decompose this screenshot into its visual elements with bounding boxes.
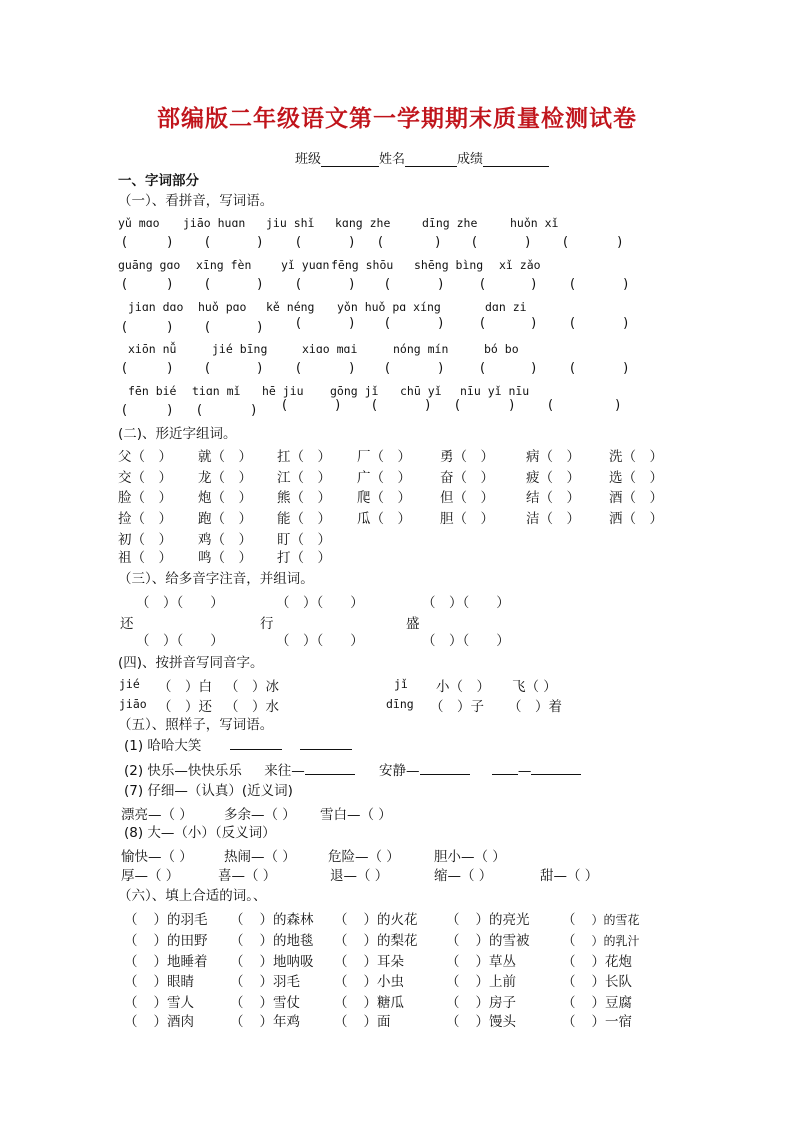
char-group-item[interactable]: 胆（ ） xyxy=(440,511,494,527)
antonym-blank[interactable]: 甜—（ ） xyxy=(540,868,599,884)
char-label: 扛 xyxy=(277,449,291,465)
char-label: 洒 xyxy=(609,511,623,527)
fill-word-blank[interactable]: （ ）的雪被 xyxy=(446,933,530,949)
antonym-blank[interactable]: 胆小—（ ） xyxy=(434,849,506,865)
s5-l2a: (2) 快乐—快快乐乐 xyxy=(124,763,242,779)
fill-word-blank[interactable]: （ ）花炮 xyxy=(562,954,632,970)
answer-box[interactable]: ( ) xyxy=(385,316,444,331)
pinyin-prompt: huǒ pɑo xyxy=(198,300,247,314)
char-label: 炮 xyxy=(198,490,212,506)
answer-box[interactable]: ( ) xyxy=(296,277,355,292)
answer-box[interactable]: ( ) xyxy=(480,316,537,331)
fill-word-blank[interactable]: （ ）面 xyxy=(334,1014,391,1030)
pinyin-prompt: tiɑn mǐ xyxy=(192,384,241,398)
answer-box[interactable]: ( ) xyxy=(205,235,263,250)
char-group-item[interactable]: 但（ ） xyxy=(440,490,494,506)
word-label: ）房子 xyxy=(475,995,516,1011)
answer-box[interactable]: ( ) xyxy=(570,361,629,376)
s5-line2 xyxy=(124,762,581,780)
fill-word-blank[interactable]: （ ）的亮光 xyxy=(446,912,530,928)
char-label: 江 xyxy=(277,470,291,486)
s5-line1 xyxy=(124,737,352,755)
s4-heading: (四)、按拼音写同音字。 xyxy=(118,655,264,671)
antonym-blank[interactable]: 缩—（ ） xyxy=(434,868,493,884)
char-label: 着 xyxy=(548,699,562,715)
fill-word-blank[interactable]: （ ）羽毛 xyxy=(230,974,300,990)
char-label: 父 xyxy=(118,449,132,465)
fill-word-blank[interactable]: （ ）糖瓜 xyxy=(334,995,404,1011)
student-info xyxy=(295,148,549,167)
class-blank[interactable] xyxy=(321,153,379,167)
answer-box[interactable]: ( ) xyxy=(282,398,341,413)
char-label: 鸡 xyxy=(198,532,212,548)
char-label: 酒 xyxy=(609,490,623,506)
answer-blank[interactable] xyxy=(300,737,352,750)
pinyin-prompt: fēn bié xyxy=(128,384,177,398)
s5-heading: （五）、照样子，写词语。 xyxy=(118,717,274,733)
answer-box[interactable]: ( ) xyxy=(480,277,537,292)
answer-box[interactable]: ( ) xyxy=(548,398,621,413)
answer-blank[interactable] xyxy=(492,762,518,775)
word-label: ）上前 xyxy=(475,974,516,990)
answer-box[interactable]: ( ) xyxy=(296,361,355,376)
score-label: 成绩 xyxy=(457,152,484,167)
answer-blank[interactable] xyxy=(305,762,355,775)
char-group-item[interactable]: 炮（ ） xyxy=(198,490,252,506)
char-group-item[interactable]: 跑（ ） xyxy=(198,511,252,527)
antonym-blank[interactable]: 愉快—（ ） xyxy=(121,849,193,865)
char-group-item[interactable]: 选（ ） xyxy=(609,470,663,486)
char-group-item[interactable]: 熊（ ） xyxy=(277,490,331,506)
char-label: 还 xyxy=(198,699,212,715)
char-group-item[interactable]: 祖（ ） xyxy=(118,550,172,566)
char-group-item[interactable]: 盯（ ） xyxy=(277,532,331,548)
word-label: ）地呐吸 xyxy=(259,954,314,970)
s3-heading: （三）、给多音字注音，并组词。 xyxy=(118,571,314,587)
word-label: ）草丛 xyxy=(475,954,516,970)
pinyin-prompt: huǒn xǐ xyxy=(510,216,559,230)
fill-word-blank[interactable]: （ ）上前 xyxy=(446,974,516,990)
pinyin-prompt: jié bīng xyxy=(212,342,268,356)
antonym-blank[interactable]: 喜—（ ） xyxy=(218,868,277,884)
answer-box[interactable]: ( ) xyxy=(122,277,173,292)
fill-word-blank[interactable]: （ ）小虫 xyxy=(334,974,404,990)
pinyin-blanks[interactable]: （ ）（ ） xyxy=(136,595,224,611)
fill-word-blank[interactable]: （ ）雪人 xyxy=(124,995,194,1011)
char-group-item[interactable]: 瓜（ ） xyxy=(357,511,411,527)
char-label: 勇 xyxy=(440,449,454,465)
homophone-blank[interactable]: （ ）着 xyxy=(508,699,562,715)
answer-box[interactable]: ( ) xyxy=(570,277,629,292)
char-group-item[interactable]: 洁（ ） xyxy=(526,511,580,527)
answer-box[interactable]: ( ) xyxy=(122,235,173,250)
word-label: ）的梨花 xyxy=(363,933,418,949)
pinyin-prompt: jǐ xyxy=(394,677,408,691)
char-group-item[interactable]: 打（ ） xyxy=(277,550,331,566)
antonym-blank[interactable]: 热闹—（ ） xyxy=(224,849,296,865)
fill-word-blank[interactable]: （ ）草丛 xyxy=(446,954,516,970)
fill-word-blank[interactable]: （ ）酒肉 xyxy=(124,1014,194,1030)
answer-box[interactable]: ( ) xyxy=(385,277,444,292)
char-group-item[interactable]: 交（ ） xyxy=(118,470,172,486)
pinyin-blanks[interactable]: （ ）（ ） xyxy=(136,633,224,649)
char-label: 选 xyxy=(609,470,623,486)
char-group-item[interactable]: 结（ ） xyxy=(526,490,580,506)
answer-box[interactable]: ( ) xyxy=(205,277,263,292)
pinyin-prompt: dɑn zi xyxy=(485,300,527,314)
word-label: ）的地毯 xyxy=(259,933,314,949)
char-label: 捡 xyxy=(118,511,132,527)
char-group-item[interactable]: 爬（ ） xyxy=(357,490,411,506)
char-group-item[interactable]: 江（ ） xyxy=(277,470,331,486)
fill-word-blank[interactable]: （ ）年鸡 xyxy=(230,1014,300,1030)
char-label: 洗 xyxy=(609,449,623,465)
char-label: 子 xyxy=(470,699,484,715)
pinyin-prompt: fēng shōu xyxy=(331,258,394,272)
char-label: 能 xyxy=(277,511,291,527)
word-label: ）豆腐 xyxy=(591,995,632,1011)
answer-box[interactable]: ( ) xyxy=(570,316,629,331)
answer-blank[interactable] xyxy=(531,762,581,775)
char-label: 水 xyxy=(265,699,279,715)
char-label: 厂 xyxy=(357,449,371,465)
pinyin-blanks[interactable]: （ ）（ ） xyxy=(422,595,510,611)
answer-blank[interactable] xyxy=(420,762,470,775)
char-group-item[interactable]: 龙（ ） xyxy=(198,470,252,486)
char-group-item[interactable]: 脸（ ） xyxy=(118,490,172,506)
fill-word-blank[interactable]: （ ）的火花 xyxy=(334,912,418,928)
fill-word-blank[interactable]: （ ）的地毯 xyxy=(230,933,314,949)
word-label: ）酒肉 xyxy=(153,1014,194,1030)
char-group-item[interactable]: 捡（ ） xyxy=(118,511,172,527)
s2-heading: (二)、形近字组词。 xyxy=(118,426,237,442)
pinyin-prompt: nīu yǐ nīu xyxy=(460,384,530,398)
s5-l7: (7) 仔细—（认真）(近义词) xyxy=(124,783,293,799)
fill-word-blank[interactable]: （ ）耳朵 xyxy=(334,954,404,970)
dash: — xyxy=(517,763,532,779)
word-label: ）年鸡 xyxy=(259,1014,300,1030)
pinyin-prompt: gōng jǐ xyxy=(330,384,379,398)
fill-word-blank[interactable]: （ ）馒头 xyxy=(446,1014,516,1030)
char-label: 病 xyxy=(526,449,540,465)
s5-l1-text: (1) 哈哈大笑 xyxy=(124,738,202,754)
word-label: ）面 xyxy=(363,1014,391,1030)
char-group-item[interactable]: 能（ ） xyxy=(277,511,331,527)
answer-box[interactable]: ( ) xyxy=(372,398,431,413)
char-label: 交 xyxy=(118,470,132,486)
answer-box[interactable]: ( ) xyxy=(480,361,537,376)
pinyin-prompt: jiāo xyxy=(119,697,147,711)
word-label: ）的亮光 xyxy=(475,912,530,928)
char-group-item[interactable]: 就（ ） xyxy=(198,449,252,465)
homophone-blank[interactable]: 飞（ ） xyxy=(512,679,557,695)
s5-l2c: 安静— xyxy=(379,763,420,779)
answer-box[interactable]: ( ) xyxy=(472,235,531,250)
char-group-item[interactable]: 初（ ） xyxy=(118,532,172,548)
pinyin-prompt: kɑng zhe xyxy=(335,216,391,230)
pinyin-prompt: dīng zhe xyxy=(422,216,478,230)
fill-word-blank[interactable]: （ ）地睡着 xyxy=(124,954,208,970)
word-label: ）雪人 xyxy=(153,995,194,1011)
char-label: 祖 xyxy=(118,550,132,566)
pinyin-prompt: chū yǐ xyxy=(400,384,442,398)
answer-blank[interactable] xyxy=(230,737,282,750)
pinyin-prompt: hē jiu xyxy=(262,384,304,398)
word-label: ）羽毛 xyxy=(259,974,300,990)
polyphone-char: 盛 xyxy=(406,616,420,632)
pinyin-prompt: xīng fèn xyxy=(196,258,252,272)
answer-box[interactable]: ( ) xyxy=(122,403,173,418)
word-label: ）的森林 xyxy=(259,912,314,928)
char-group-item[interactable]: 鸣（ ） xyxy=(198,550,252,566)
char-label: 结 xyxy=(526,490,540,506)
char-label: 熊 xyxy=(277,490,291,506)
char-label: 但 xyxy=(440,490,454,506)
word-label: ）花炮 xyxy=(591,954,632,970)
char-label: 瓜 xyxy=(357,511,371,527)
word-label: ）的雪被 xyxy=(475,933,530,949)
pinyin-prompt: xiɑo mɑi xyxy=(302,342,358,356)
char-group-item[interactable]: 病（ ） xyxy=(526,449,580,465)
fill-word-blank[interactable]: （ ）的乳汁 xyxy=(562,933,640,949)
homophone-blank[interactable]: （ ）子 xyxy=(430,699,484,715)
char-group-item[interactable]: 酒（ ） xyxy=(609,490,663,506)
pinyin-blanks[interactable]: （ ）（ ） xyxy=(276,633,364,649)
class-label: 班级 xyxy=(295,152,322,167)
word-label: ）眼睛 xyxy=(153,974,194,990)
pinyin-prompt: jiu shǐ xyxy=(266,216,315,230)
pinyin-prompt: guāng gɑo xyxy=(118,258,181,272)
char-label: 龙 xyxy=(198,470,212,486)
fill-word-blank[interactable]: （ ）地呐吸 xyxy=(230,954,314,970)
char-group-item[interactable]: 扛（ ） xyxy=(277,449,331,465)
pinyin-prompt: yǐ yuɑn xyxy=(281,258,330,272)
s5-l2b: 来往— xyxy=(264,763,305,779)
char-group-item[interactable]: 奋（ ） xyxy=(440,470,494,486)
fill-word-blank[interactable]: （ ）雪仗 xyxy=(230,995,300,1011)
answer-box[interactable]: ( ) xyxy=(122,361,173,376)
name-label: 姓名 xyxy=(379,152,406,167)
word-label: ）的田野 xyxy=(153,933,208,949)
char-label: 奋 xyxy=(440,470,454,486)
antonym-blank[interactable]: 退—（ ） xyxy=(330,868,389,884)
char-group-item[interactable]: 洒（ ） xyxy=(609,511,663,527)
s6-heading: （六）、填上合适的词。、 xyxy=(118,888,267,904)
pinyin-prompt: kě néng xyxy=(266,300,315,314)
page-title: 部编版二年级语文第一学期期末质量检测试卷 xyxy=(157,105,637,132)
pinyin-blanks[interactable]: （ ）（ ） xyxy=(276,595,364,611)
fill-word-blank[interactable]: （ ）的梨花 xyxy=(334,933,418,949)
fill-word-blank[interactable]: （ ）的雪花 xyxy=(562,912,640,928)
homophone-blank[interactable]: （ ）冰 xyxy=(225,679,279,695)
word-label: ）的火花 xyxy=(363,912,418,928)
char-label: 鸣 xyxy=(198,550,212,566)
homophone-blank[interactable]: （ ）还 xyxy=(158,699,212,715)
char-group-item[interactable]: 疲（ ） xyxy=(526,470,580,486)
word-label: ）馒头 xyxy=(475,1014,516,1030)
answer-box[interactable]: ( ) xyxy=(455,398,515,413)
fill-word-blank[interactable]: （ ）眼睛 xyxy=(124,974,194,990)
pinyin-prompt: xǐ zǎo xyxy=(499,258,541,272)
pinyin-prompt: jiāo huɑn xyxy=(183,216,246,230)
word-label: ）的羽毛 xyxy=(153,912,208,928)
char-label: 盯 xyxy=(277,532,291,548)
answer-box[interactable]: ( ) xyxy=(122,320,173,335)
homophone-blank[interactable]: 小（ ） xyxy=(436,679,490,695)
char-group-item[interactable]: 鸡（ ） xyxy=(198,532,252,548)
char-label: 冰 xyxy=(265,679,279,695)
answer-box[interactable]: ( ) xyxy=(296,235,355,250)
homophone-blank[interactable]: （ ）水 xyxy=(225,699,279,715)
word-label: ）的乳汁 xyxy=(591,934,640,948)
char-group-item[interactable]: 广（ ） xyxy=(357,470,411,486)
s5-l8: (8) 大—（小）（反义词） xyxy=(124,825,276,841)
synonym-blank[interactable]: 多余—（ ） xyxy=(224,807,296,823)
char-group-item[interactable]: 父（ ） xyxy=(118,449,172,465)
pinyin-prompt: dīng xyxy=(386,697,414,711)
pinyin-prompt: yǒn huǒ pɑ xíng xyxy=(337,300,441,314)
s1-heading: （一）、看拼音，写词语。 xyxy=(118,193,274,209)
polyphone-char: 还 xyxy=(120,616,134,632)
pinyin-prompt: jié xyxy=(119,677,140,691)
char-group-item[interactable]: 洗（ ） xyxy=(609,449,663,465)
char-group-item[interactable]: 勇（ ） xyxy=(440,449,494,465)
char-label: 疲 xyxy=(526,470,540,486)
answer-box[interactable]: ( ) xyxy=(205,361,263,376)
pinyin-prompt: shēng bìng xyxy=(414,258,484,272)
synonym-blank[interactable]: 漂亮—（ ） xyxy=(121,807,193,823)
char-label: 就 xyxy=(198,449,212,465)
antonym-blank[interactable]: 危险—（ ） xyxy=(328,849,400,865)
answer-box[interactable]: ( ) xyxy=(385,361,444,376)
word-label: ）耳朵 xyxy=(363,954,404,970)
pinyin-prompt: jiɑn dɑo xyxy=(128,300,184,314)
fill-word-blank[interactable]: （ ）豆腐 xyxy=(562,995,632,1011)
word-label: ）糖瓜 xyxy=(363,995,404,1011)
antonym-blank[interactable]: 厚—（ ） xyxy=(121,868,180,884)
fill-word-blank[interactable]: （ ）长队 xyxy=(562,974,632,990)
char-label: 初 xyxy=(118,532,132,548)
fill-word-blank[interactable]: （ ）房子 xyxy=(446,995,516,1011)
fill-word-blank[interactable]: （ ）的田野 xyxy=(124,933,208,949)
pinyin-blanks[interactable]: （ ）（ ） xyxy=(422,633,510,649)
pinyin-prompt: bó bo xyxy=(484,342,519,356)
char-label: 洁 xyxy=(526,511,540,527)
pinyin-prompt: nóng mín xyxy=(393,342,449,356)
word-label: ）地睡着 xyxy=(153,954,208,970)
homophone-blank[interactable]: （ ）白 xyxy=(158,679,212,695)
char-label: 打 xyxy=(277,550,291,566)
fill-word-blank[interactable]: （ ）一宿 xyxy=(562,1014,632,1030)
word-label: ）雪仗 xyxy=(259,995,300,1011)
char-label: 广 xyxy=(357,470,371,486)
polyphone-char: 行 xyxy=(260,616,274,632)
answer-box[interactable]: ( ) xyxy=(563,235,623,250)
char-label: 白 xyxy=(198,679,212,695)
char-label: 跑 xyxy=(198,511,212,527)
name-blank[interactable] xyxy=(405,153,457,167)
answer-box[interactable]: ( ) xyxy=(378,235,441,250)
fill-word-blank[interactable]: （ ）的森林 xyxy=(230,912,314,928)
answer-box[interactable]: ( ) xyxy=(197,403,257,418)
char-label: 爬 xyxy=(357,490,371,506)
pinyin-prompt: yǔ mɑo xyxy=(118,216,160,230)
char-label: 胆 xyxy=(440,511,454,527)
word-label: ）一宿 xyxy=(591,1014,632,1030)
fill-word-blank[interactable]: （ ）的羽毛 xyxy=(124,912,208,928)
char-label: 脸 xyxy=(118,490,132,506)
score-blank[interactable] xyxy=(483,153,549,167)
word-label: ）小虫 xyxy=(363,974,404,990)
pinyin-prompt: xiōn nǚ xyxy=(128,342,177,356)
word-label: ）的雪花 xyxy=(591,913,640,927)
word-label: ）长队 xyxy=(591,974,632,990)
answer-box[interactable]: ( ) xyxy=(205,320,263,335)
char-group-item[interactable]: 厂（ ） xyxy=(357,449,411,465)
synonym-blank[interactable]: 雪白—（ ） xyxy=(320,807,392,823)
part1-heading: 一、字词部分 xyxy=(118,173,199,189)
answer-box[interactable]: ( ) xyxy=(296,316,355,331)
